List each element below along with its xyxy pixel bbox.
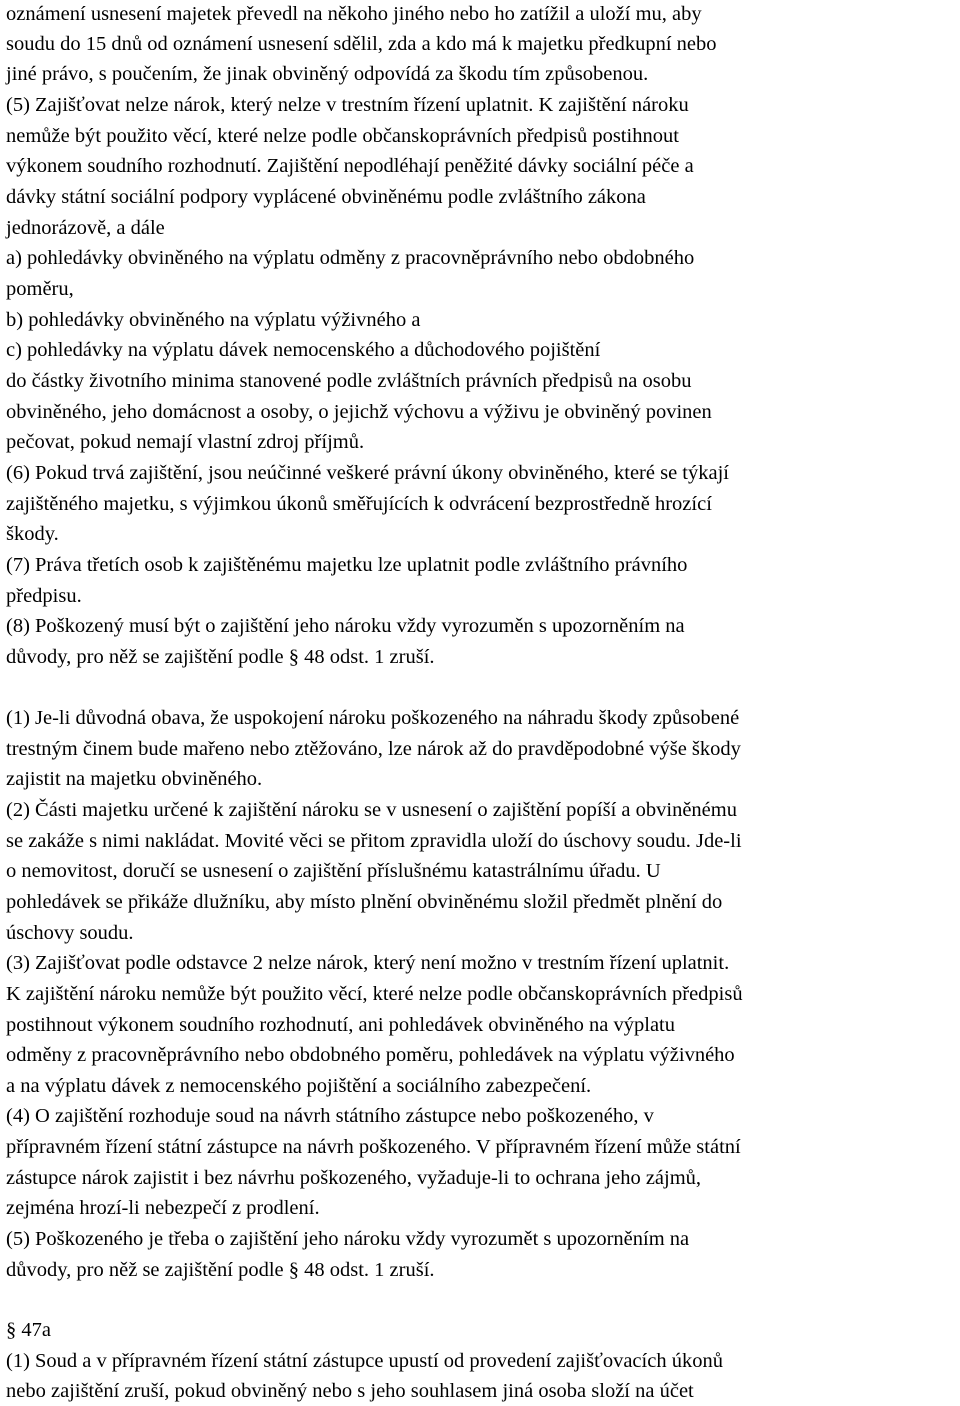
text-line: (8) Poškozený musí být o zajištění jeho nároku vždy vyrozuměn s upozorněním na — [6, 615, 685, 637]
text-line: oznámení usnesení majetek převedl na někoho jiného nebo ho zatížil a uloží mu, aby — [6, 3, 702, 25]
text-line: škody. — [6, 523, 59, 545]
text-line: nemůže být použito věcí, které nelze podle občanskoprávních předpisů postihnout — [6, 125, 679, 147]
text-line: důvody, pro něž se zajištění podle § 48 odst. 1 zruší. — [6, 1259, 435, 1281]
text-line: (5) Zajišťovat nelze nárok, který nelze v trestním řízení uplatnit. K zajištění nároku — [6, 94, 689, 116]
text-line: zajištěného majetku, s výjimkou úkonů směřujících k odvrácení bezprostředně hrozící — [6, 493, 712, 515]
text-line: (2) Části majetku určené k zajištění nároku se v usnesení o zajištění popíší a obviněnému — [6, 799, 737, 821]
text-line: odměny z pracovněprávního nebo obdobného poměru, pohledávek na výplatu výživného — [6, 1044, 735, 1066]
text-line: do částky životního minima stanovené podle zvláštních právních předpisů na osobu — [6, 370, 692, 392]
text-line: a na výplatu dávek z nemocenského pojištění a sociálního zabezpečení. — [6, 1075, 592, 1097]
text-line: zejména hrozí-li nebezpečí z prodlení. — [6, 1197, 320, 1219]
text-line: pečovat, pokud nemají vlastní zdroj příjmů. — [6, 431, 365, 453]
text-line: přípravném řízení státní zástupce na návrh poškozeného. V přípravném řízení může státní — [6, 1136, 741, 1158]
text-line: (5) Poškozeného je třeba o zajištění jeho nároku vždy vyrozumět s upozorněním na — [6, 1228, 690, 1250]
text-line: poměru, — [6, 278, 74, 300]
text-line: (1) Soud a v přípravném řízení státní zástupce upustí od provedení zajišťovacích úkonů — [6, 1350, 723, 1372]
text-line: zajistit na majetku obviněného. — [6, 768, 263, 790]
text-line: b) pohledávky obviněného na výplatu výživného a — [6, 309, 421, 331]
text-line: (7) Práva třetích osob k zajištěnému majetku lze uplatnit podle zvláštního právního — [6, 554, 688, 576]
text-line: obviněného, jeho domácnost a osoby, o jejichž výchovu a výživu je obviněný povinen — [6, 401, 712, 423]
text-line: zástupce nárok zajistit i bez návrhu poškozeného, vyžaduje-li to ochrana jeho zájmů, — [6, 1167, 702, 1189]
text-line: soudu do 15 dnů od oznámení usnesení sdělil, zda a kdo má k majetku předkupní nebo — [6, 33, 717, 55]
section-heading: § 47a — [6, 1319, 51, 1341]
text-line: (6) Pokud trvá zajištění, jsou neúčinné veškeré právní úkony obviněného, které se týkají — [6, 462, 729, 484]
text-line: výkonem soudního rozhodnutí. Zajištění nepodléhají peněžité dávky sociální péče a — [6, 155, 694, 177]
text-line: (1) Je-li důvodná obava, že uspokojení nároku poškozeného na náhradu škody způsobené — [6, 707, 740, 729]
text-line: jiné právo, s poučením, že jinak obviněný odpovídá za škodu tím způsobenou. — [6, 63, 649, 85]
text-line: nebo zajištění zruší, pokud obviněný nebo s jeho souhlasem jiná osoba složí na účet — [6, 1380, 694, 1402]
text-line: důvody, pro něž se zajištění podle § 48 odst. 1 zruší. — [6, 646, 435, 668]
text-line: o nemovitost, doručí se usnesení o zajištění příslušnému katastrálnímu úřadu. U — [6, 860, 661, 882]
text-line: dávky státní sociální podpory vyplácené obviněnému podle zvláštního zákona — [6, 186, 646, 208]
text-line: (4) O zajištění rozhoduje soud na návrh státního zástupce nebo poškozeného, v — [6, 1105, 654, 1127]
text-line: trestným činem bude mařeno nebo ztěžováno, lze nárok až do pravděpodobné výše škody — [6, 738, 741, 760]
text-line: úschovy soudu. — [6, 922, 134, 944]
text-line: se zakáže s nimi nakládat. Movité věci se přitom zpravidla uloží do úschovy soudu. Jde-li — [6, 830, 742, 852]
text-line: postihnout výkonem soudního rozhodnutí, ani pohledávek obviněného na výplatu — [6, 1014, 675, 1036]
text-line: (3) Zajišťovat podle odstavce 2 nelze nárok, který není možno v trestním řízení uplatnit. — [6, 952, 730, 974]
text-line: a) pohledávky obviněného na výplatu odměny z pracovněprávního nebo obdobného — [6, 247, 695, 269]
text-line: K zajištění nároku nemůže být použito věcí, které nelze podle občanskoprávních předpisů — [6, 983, 743, 1005]
text-line: předpisu. — [6, 585, 82, 607]
text-line: c) pohledávky na výplatu dávek nemocenského a důchodového pojištění — [6, 339, 601, 361]
text-line: pohledávek se přikáže dlužníku, aby místo plnění obviněnému složil předmět plnění do — [6, 891, 723, 913]
text-line: jednorázově, a dále — [6, 217, 165, 239]
